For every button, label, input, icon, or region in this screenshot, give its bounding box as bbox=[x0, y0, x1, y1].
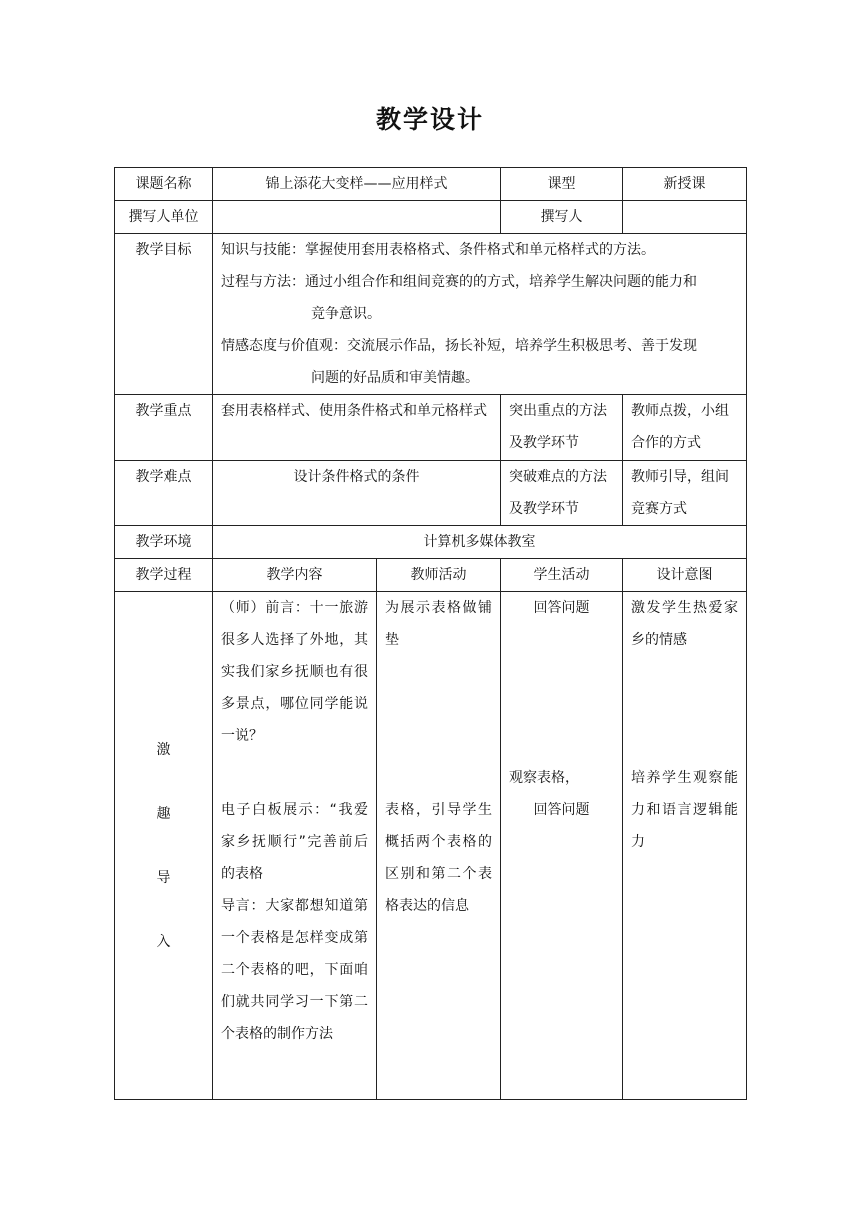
goals-cell bbox=[213, 234, 747, 395]
process-header-col2: 教学内容 bbox=[213, 559, 377, 592]
key-row bbox=[115, 395, 747, 461]
difficulty-method-value: 教师引导，组间竞赛方式 bbox=[623, 461, 747, 526]
env-value: 计算机多媒体教室 bbox=[213, 526, 747, 559]
student-activity-1: 回答问题 bbox=[533, 600, 590, 616]
stage-char-3: 导 bbox=[156, 869, 171, 886]
process-header-col5: 设计意图 bbox=[623, 559, 747, 592]
type-value: 新授课 bbox=[623, 168, 747, 201]
goal-emotion-cont: 问题的好品质和审美情趣。 bbox=[311, 370, 479, 386]
topic-value: 锦上添花大变样——应用样式 bbox=[213, 168, 501, 201]
key-method-label: 突出重点的方法及教学环节 bbox=[501, 395, 623, 461]
key-value: 套用表格样式、使用条件格式和单元格样式 bbox=[213, 395, 501, 461]
key-method-value: 教师点拨，小组合作的方式 bbox=[623, 395, 747, 461]
process-header-row bbox=[115, 559, 747, 592]
student-activity-2b: 回答问题 bbox=[533, 802, 590, 818]
difficulty-label: 教学难点 bbox=[115, 461, 213, 526]
content-whiteboard: 电子白板展示：“我爱家乡抚顺行”完善前后的表格 bbox=[221, 802, 368, 882]
teacher-activity-2: 表格，引导学生概括两个表格的区别和第二个表格表达的信息 bbox=[385, 802, 492, 914]
stage-label bbox=[115, 592, 213, 1100]
goal-knowledge: 知识与技能：掌握使用套用表格格式、条件格式和单元格样式的方法。 bbox=[221, 242, 655, 258]
author-unit-value bbox=[213, 201, 501, 234]
goal-process-cont: 竞争意识。 bbox=[311, 306, 381, 322]
goals-label: 教学目标 bbox=[115, 234, 213, 395]
teacher-activity-1: 为展示表格做铺垫 bbox=[385, 600, 492, 648]
student-activity-2a: 观察表格， bbox=[509, 770, 579, 786]
difficulty-value: 设计条件格式的条件 bbox=[213, 461, 501, 526]
page-title: 教学设计 bbox=[375, 105, 484, 134]
stage-teacher bbox=[377, 592, 501, 1100]
stage-intent bbox=[623, 592, 747, 1100]
author-value bbox=[623, 201, 747, 234]
goal-process-line: 过程与方法：通过小组合作和组间竞赛的的方式，培养学生解决问题的能力和 bbox=[221, 274, 697, 290]
key-label: 教学重点 bbox=[115, 395, 213, 461]
difficulty-method-label: 突破难点的方法及教学环节 bbox=[501, 461, 623, 526]
author-unit-label: 撰写人单位 bbox=[115, 201, 213, 234]
lesson-design-table bbox=[114, 167, 747, 1100]
intent-2: 培养学生观察能力和语言逻辑能力 bbox=[631, 770, 738, 850]
difficulty-row bbox=[115, 461, 747, 526]
author-label: 撰写人 bbox=[501, 201, 623, 234]
stage-student bbox=[501, 592, 623, 1100]
stage-content bbox=[213, 592, 377, 1100]
stage-char-4: 入 bbox=[156, 933, 171, 950]
process-header-col1: 教学过程 bbox=[115, 559, 213, 592]
goal-emotion-line: 情感态度与价值观：交流展示作品，扬长补短，培养学生积极思考、善于发现 bbox=[221, 338, 697, 354]
env-label: 教学环境 bbox=[115, 526, 213, 559]
content-intro: （师）前言：十一旅游很多人选择了外地，其实我们家乡抚顺也有很多景点，哪位同学能说一说？ bbox=[221, 600, 368, 744]
stage-row bbox=[115, 592, 747, 1100]
process-header-col4: 学生活动 bbox=[501, 559, 623, 592]
env-row bbox=[115, 526, 747, 559]
stage-char-1: 激 bbox=[156, 741, 171, 758]
author-row bbox=[115, 201, 747, 234]
content-lead: 导言：大家都想知道第一个表格是怎样变成第二个表格的吧，下面咱们就共同学习一下第二个表格的制作方法 bbox=[221, 898, 368, 1042]
type-label: 课型 bbox=[501, 168, 623, 201]
goals-row bbox=[115, 234, 747, 395]
process-header-col3: 教师活动 bbox=[377, 559, 501, 592]
topic-row bbox=[115, 168, 747, 201]
topic-label: 课题名称 bbox=[115, 168, 213, 201]
intent-1: 激发学生热爱家乡的情感 bbox=[631, 600, 738, 648]
stage-char-2: 趣 bbox=[156, 805, 171, 822]
